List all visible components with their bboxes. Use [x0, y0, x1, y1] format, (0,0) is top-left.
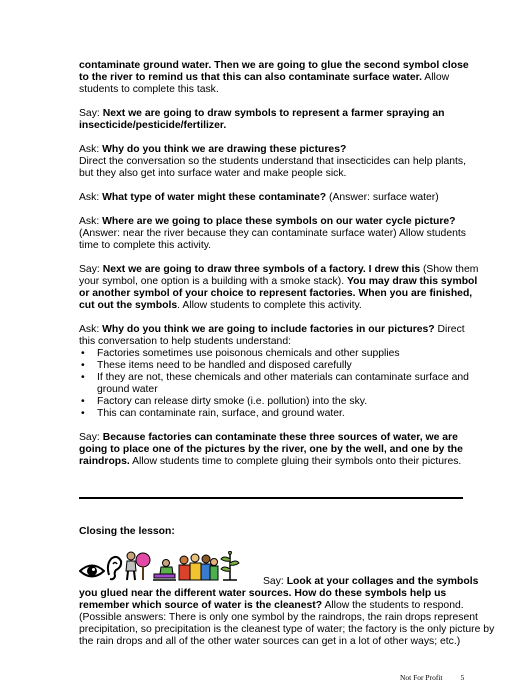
paragraph-why-factories	[79, 324, 479, 348]
ask-label: Ask:	[79, 216, 103, 227]
closing-paragraph	[79, 576, 499, 648]
text: Allow students to complete this task.	[79, 72, 450, 95]
bold-text: You may draw this symbol or another symbol of your choice to represent factories. When you are finished, cut out the symbols	[79, 276, 478, 311]
text: (Show them your symbol, one option is a building with a smoke stack).	[79, 264, 479, 287]
page-number: 5	[460, 673, 465, 682]
say-label: Say:	[79, 108, 103, 119]
bold-text: Next we are going to draw symbols to represent a farmer spraying an insecticide/pesticide/fertilizer.	[79, 108, 445, 131]
text: Direct this conversation to help students understand:	[79, 324, 465, 347]
bold-text: Next we are going to draw three symbols of a factory. I drew this	[102, 264, 421, 275]
paragraph-farmer-symbols	[79, 108, 479, 132]
factory-bullet-list	[79, 348, 479, 420]
bold-text: Where are we going to place these symbols on our water cycle picture?	[102, 216, 456, 227]
closing-heading: Closing the lesson:	[79, 526, 175, 537]
lesson-body	[79, 60, 479, 480]
say-label: Say:	[79, 432, 103, 443]
list-item: • Factories sometimes use poisonous chemicals and other supplies	[79, 348, 479, 360]
say-label: Say:	[79, 264, 103, 275]
text: (Answer: surface water)	[326, 192, 439, 203]
bold-text: What type of water might these contaminate?	[102, 192, 327, 203]
text: . Allow students to complete this activity.	[177, 300, 362, 311]
bold-text: contaminate ground water. Then we are going to glue the second symbol close to the river to remind us that this can also contaminate surface water.	[79, 60, 469, 83]
page-footer	[400, 673, 464, 682]
list-item: • If they are not, these chemicals and other materials can contaminate surface and ground water	[79, 372, 479, 396]
text: Direct the conversation so the students understand that insecticides can help plants, but they also get into surface water and make people sick.	[79, 156, 466, 179]
ask-label: Ask:	[79, 324, 103, 335]
paragraph-factory-symbols	[79, 264, 479, 312]
section-divider	[79, 497, 463, 499]
say-label: Say:	[263, 576, 287, 587]
paragraph-three-sources	[79, 432, 479, 468]
list-item: • This can contaminate rain, surface, and ground water.	[79, 408, 479, 420]
bold-text: Because factories can contaminate these three sources of water, we are going to place one of the pictures by the river, one by the well, and one by the raindrops.	[79, 432, 463, 467]
paragraph-water-type	[79, 192, 479, 204]
footer-note: Not For Profit	[400, 673, 443, 682]
bold-text: Why do you think we are going to include factories in our pictures?	[102, 324, 435, 335]
ask-label: Ask:	[79, 144, 103, 155]
list-item: • These items need to be handled and disposed carefully	[79, 360, 479, 372]
text: Allow the students to respond. (Possible answers: There is only one symbol by the raindrops, the rain drops represent precipitation, so precipitation is the cleanest type of water; the factory is the only picture by the rain drops and all of the other water sources can get in a lot of other ways; etc.)	[79, 600, 495, 647]
bold-text: Look at your collages and the symbols you glued near the different water sources. How do these symbols help us remember which source of water is the cleanest?	[79, 576, 479, 611]
paragraph-glue-symbol	[79, 60, 479, 96]
paragraph-why-drawing	[79, 144, 479, 180]
list-item: • Factory can release dirty smoke (i.e. pollution) into the sky.	[79, 396, 479, 408]
paragraph-where-place	[79, 216, 479, 252]
bold-text: Why do you think we are drawing these pictures?	[102, 144, 347, 155]
text: (Answer: near the river because they can contaminate surface water) Allow students time to complete this activity.	[79, 228, 466, 251]
ask-label: Ask:	[79, 192, 103, 203]
text: Allow students time to complete gluing their symbols onto their pictures.	[129, 456, 462, 467]
